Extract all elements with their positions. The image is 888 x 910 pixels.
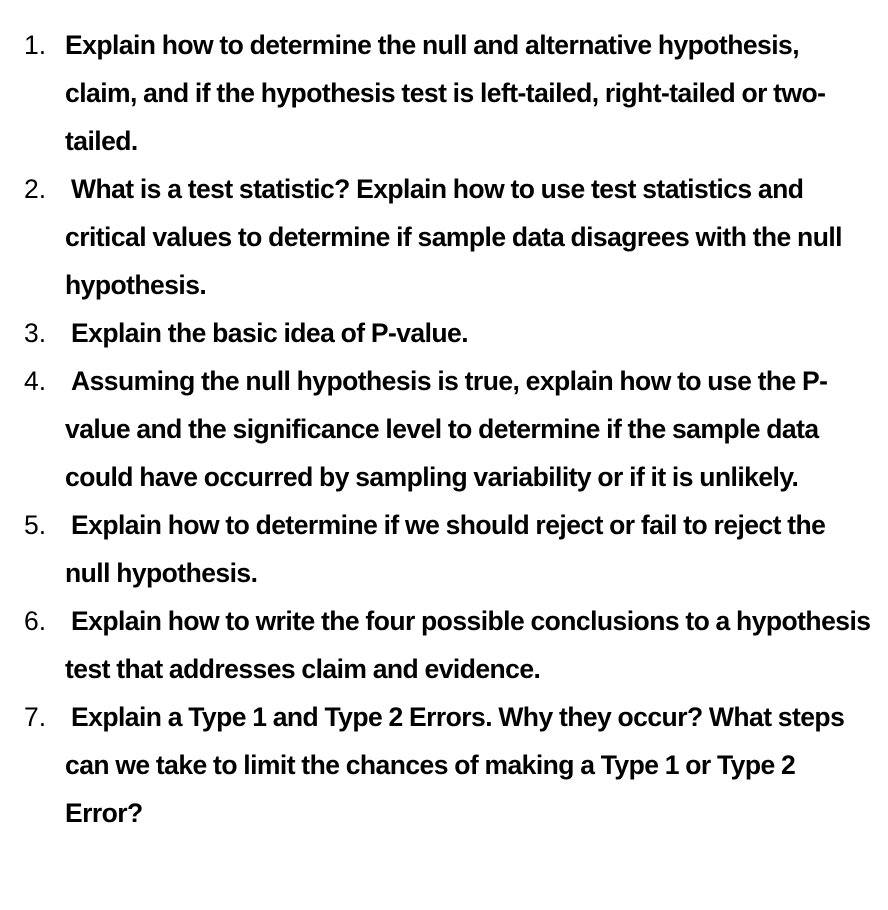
question-list [0,21,888,837]
question-item-5 [0,501,888,597]
question-text: Explain the basic idea of P-value. [71,318,469,348]
question-number: 1. [24,30,47,60]
question-number: 3. [24,318,47,348]
question-text: Explain how to determine if we should reject or fail to reject the null hypothesis. [65,510,826,588]
question-text: What is a test statistic? Explain how to use test statistics and critical values to determine if sample data disagrees with the null hypothesis. [65,174,842,300]
question-number: 7. [24,702,47,732]
question-text: Explain how to write the four possible conclusions to a hypothesis test that addresses claim and evidence. [65,606,871,684]
question-item-7 [0,693,888,837]
question-item-4 [0,357,888,501]
question-number: 2. [24,174,47,204]
question-item-2 [0,165,888,309]
question-number: 5. [24,510,47,540]
question-text: Explain a Type 1 and Type 2 Errors. Why they occur? What steps can we take to limit the chances of making a Type 1 or Type 2 Error? [65,702,845,828]
question-item-1 [0,21,888,165]
question-text: Explain how to determine the null and alternative hypothesis, claim, and if the hypothesis test is left-tailed, right-tailed or two-tailed. [65,30,826,156]
question-text: Assuming the null hypothesis is true, explain how to use the P-value and the significance level to determine if the sample data could have occurred by sampling variability or if it is unlikely. [65,366,828,492]
question-number: 4. [24,366,47,396]
question-number: 6. [24,606,47,636]
question-item-6 [0,597,888,693]
question-item-3 [0,309,888,357]
